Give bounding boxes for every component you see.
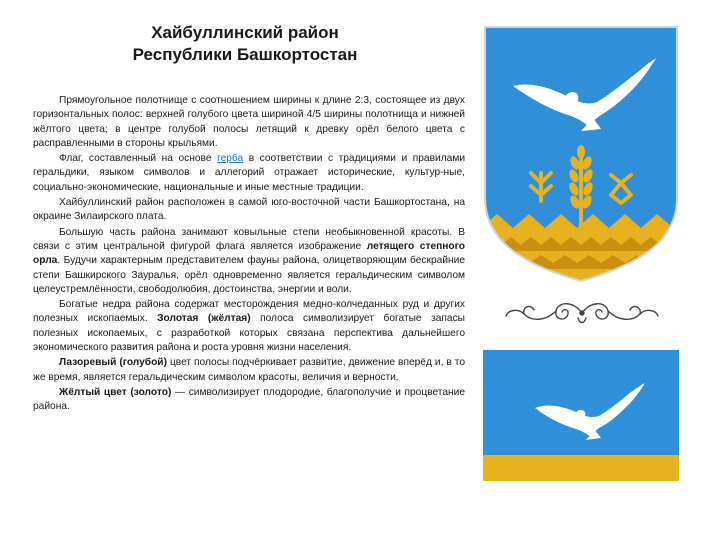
paragraph-flag-tradition <box>33 152 465 195</box>
paragraph-gold-stripe <box>33 298 465 355</box>
bold-text: Золотая (жёлтая) <box>157 313 251 325</box>
bold-text: летящего степного орла <box>33 240 465 267</box>
bold-text: Жёлтый цвет (золото) <box>59 386 172 398</box>
coat-of-arms-link[interactable]: герба <box>217 153 244 165</box>
paragraph-text: . Будучи характерным представителем фауны района, олицетворяющим бескрайние степи Башкирского Зауралья, орёл одновременно является геральдическим символом целеустремлённости, свободолюбия, достоинства, энергии и воли. <box>33 255 465 295</box>
coat-of-arms-icon <box>481 23 681 285</box>
ornament-divider-icon <box>502 296 662 330</box>
paragraph-text: — символизирует плодородие, благополучие и процветание района. <box>33 386 465 413</box>
paragraph-text: Хайбуллинский район расположен в самой юго-восточной части Башкортостана, на окраине Зилаирского плата. <box>33 197 465 223</box>
description-text <box>33 94 465 416</box>
paragraph-text: Большую часть района занимают ковыльные степи необыкновенной красоты. В связи с этим центральной фигурой флага является изображение <box>33 226 465 252</box>
paragraph-text: Прямоугольное полотнище с соотношением ширины к длине 2:3, состоящее из двух горизонтальных полос: верхней голубого цвета шириной 4/5 ширины полотнища и нижней жёлтого цвета; в центре голубой полосы летящий к древку орёл белого цвета с расправленными в стороны крыльями. <box>33 95 465 149</box>
paragraph-yellow-color <box>33 386 465 415</box>
page-title <box>60 22 430 66</box>
title-line-2: Республики Башкортостан <box>132 45 358 64</box>
paragraph-blue-color <box>33 356 465 385</box>
paragraph-location <box>33 196 465 225</box>
paragraph-text: в соответствии с традициями и правилами геральдики, языком символов и аллегорий отражает исторические, культур-ные, социально-экономические, национальные и иные местные традиции. <box>33 153 466 193</box>
flag-icon <box>483 350 679 481</box>
paragraph-text: полоса символизирует богатые запасы полезных ископаемых, с разработкой которых связана перспектива дальнейшего экономического развития района и роста уровня жизни населения. <box>33 313 465 354</box>
paragraph-eagle <box>33 226 465 297</box>
paragraph-text: Флаг, составленный на основе <box>59 153 218 165</box>
paragraph-flag-description <box>33 94 465 151</box>
paragraph-text: цвет полосы подчёркивает развитие, движение вперёд и, в то же время, является геральдическим символом красоты, величия и верности. <box>33 357 465 383</box>
paragraph-text: Богатые недра района содержат месторождения медно-колчеданных руд и других полезных ископаемых. <box>33 299 465 325</box>
bold-text: Лазоревый (голубой) <box>59 357 167 369</box>
title-line-1: Хайбуллинский район <box>151 23 339 42</box>
